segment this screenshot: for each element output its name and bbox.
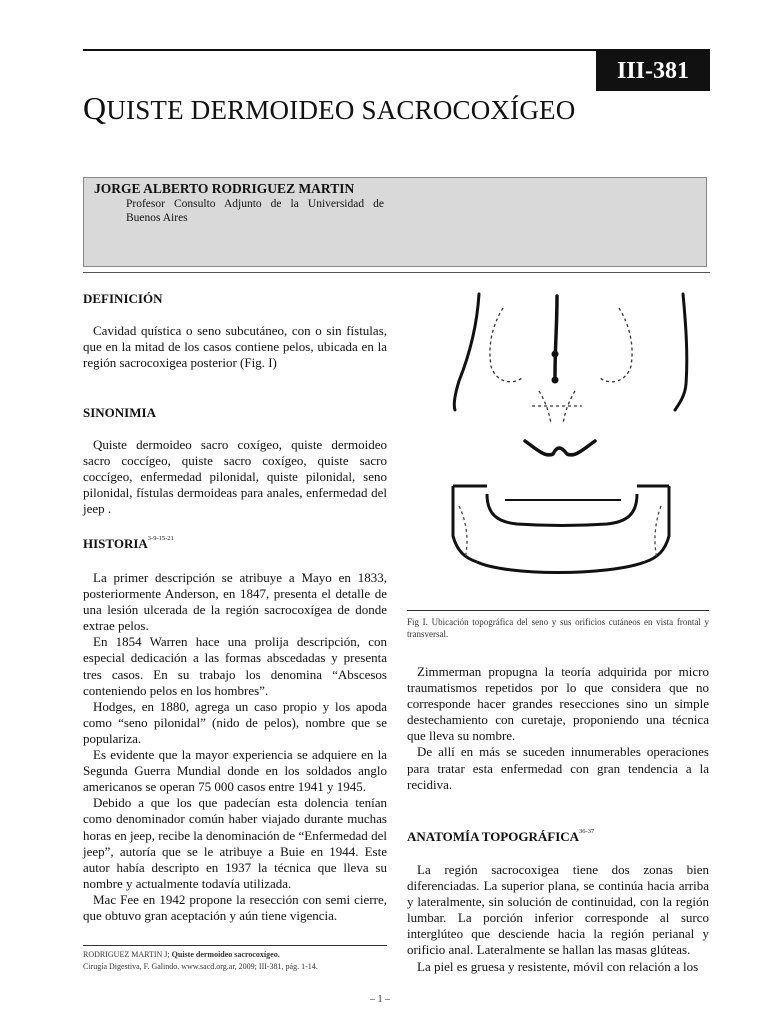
heading-anatomia [407,829,594,845]
paragraph: Cavidad quística o seno subcutáneo, con o sin fístulas, que en la mitad de los casos contiene pelos, ubicada en la región sacrocoxigea posterior (Fig. I) [83,323,387,371]
figure-caption: Fig I. Ubicación topográfica del seno y sus orificios cutáneos en vista frontal y transversal. [407,617,709,639]
figure-caption-rule [407,610,709,611]
intergluteal-line [555,296,557,376]
right-iliac-crest-outline [600,308,632,382]
paragraph: Hodges, en 1880, agrega un caso propio y los apoda como “seno pilonidal” (nido de pelos), nombre que se popularizа. [83,698,387,746]
sinus-orifice-lower [552,377,559,384]
footnote-rule [83,945,387,946]
right-texture-lines [655,506,661,558]
inner-cavity-outline [487,494,637,526]
left-iliac-crest-outline [490,308,522,382]
heading-sinonimia: SINONIMIA [83,405,156,420]
historia-continuation [407,664,709,793]
author-box [83,177,707,267]
citation-author: RODRIGUEZ MARTIN J; [83,950,170,959]
reference-superscript: 3-9-15-21 [147,535,174,542]
heading-text: HISTORIA [83,536,148,551]
right-side-outline [645,486,669,562]
paragraph: Mac Fee en 1942 propone la resección con semi cierre, que obtuvo gran aceptación y aún tiene vigencia. [83,891,387,923]
heading-text: ANATOMÍA TOPOGRÁFICA [407,829,580,844]
left-flank-outline [454,294,479,410]
gluteal-fold-outline [525,441,595,455]
right-flank-outline [675,294,687,410]
anatomical-figure [407,286,709,606]
heading-definicion: DEFINICIÓN [83,291,163,306]
sinus-orifice-upper [552,351,559,358]
paragraph: Debido a que los que padecían esta dolencia tenían como denominador común haber viajado durante muchas horas en jeep, recibe la denominación de “Enfermedad del jeep”, autoría que se le atribuye a Buie en 1944. Este autor había descripto en 1937 la técnica que lleva su nombre y actualmente todavía utilizada. [83,795,387,891]
definicion-body [83,323,387,371]
paragraph: La piel es gruesa y resistente, móvil con relación a los [417,958,699,974]
article-title [83,90,575,127]
citation-title: Quiste dermoideo sacrocoxígeo. [171,950,280,959]
heading-historia [83,536,174,552]
anatomia-body [407,862,709,975]
sinonimia-body [83,437,387,517]
base-outline [477,562,645,573]
citation-source: Cirugía Digestiva, F. Galindo. www.sacd.org.ar, 2009; III-381, pág. 1-14. [83,962,318,971]
paragraph: De allí en más se suceden innumerables operaciones para tratar esta enfermedad con gran tendencia a la recidiva. [407,744,709,792]
citation-footnote [83,949,393,973]
author-affiliation: Profesor Consulto Adjunto de la Universidad de Buenos Aires [126,198,384,224]
reference-superscript: 36-37 [579,828,595,835]
sacral-outline [539,391,575,424]
title-initial: Q [83,90,107,126]
paragraph: En 1854 Warren hace una prolija descripción, con especial dedicación a las formas abscedadas y presenta tres casos. En su trabajo los denomina “Abscesos conteniendo pelos en los hombres”. [83,634,387,698]
historia-body [83,570,387,924]
divider [83,272,710,273]
page-number: – 1 – [370,994,390,1005]
paragraph: La primer descripción se atribuye a Mayo en 1833, posteriormente Anderson, en 1847, presenta el detalle de una lesión ulcerada de la región sacrocoxígea de donde extrae pelos. [83,570,387,634]
chapter-code-badge: III-381 [596,51,710,91]
citation-line [83,949,393,961]
paragraph: Zimmerman propugna la teoría adquirida por micro traumatismos repetidos por lo que considera que no corresponde hacer grandes resecciones sino un simple destechamiento con curetaje, proponiendo una técnica que lleva su nombre. [407,664,709,744]
paragraph: Quiste dermoideo sacro coxígeo, quiste dermoideo sacro coccígeo, quiste sacro coxígeo, quiste sacro coccígeo, enfermedad pilonidal, quiste pilonidal, seno pilonidal, fístulas dermoideas para anales, enfermedad del jeep . [83,437,387,517]
paragraph: La región sacrocoxigea tiene dos zonas bien diferenciadas. La superior plana, se continúa hacia arriba y lateralmente, sin solución de continuidad, con la región lumbar. La porción inferior corresponde al surco interglúteo que desciende hacia la región perianal y orificio anal. Lateralmente se hallan las masas glúteas. [407,862,709,958]
title-rest: UISTE DERMOIDEO SACROCOXÍGEO [106,95,576,125]
paragraph: Es evidente que la mayor experiencia se adquiere en la Segunda Guerra Mundial donde en los soldados anglo americanos se operan 75 000 casos entre 1941 y 1945. [83,747,387,795]
author-name: JORGE ALBERTO RODRIGUEZ MARTIN [94,181,355,196]
